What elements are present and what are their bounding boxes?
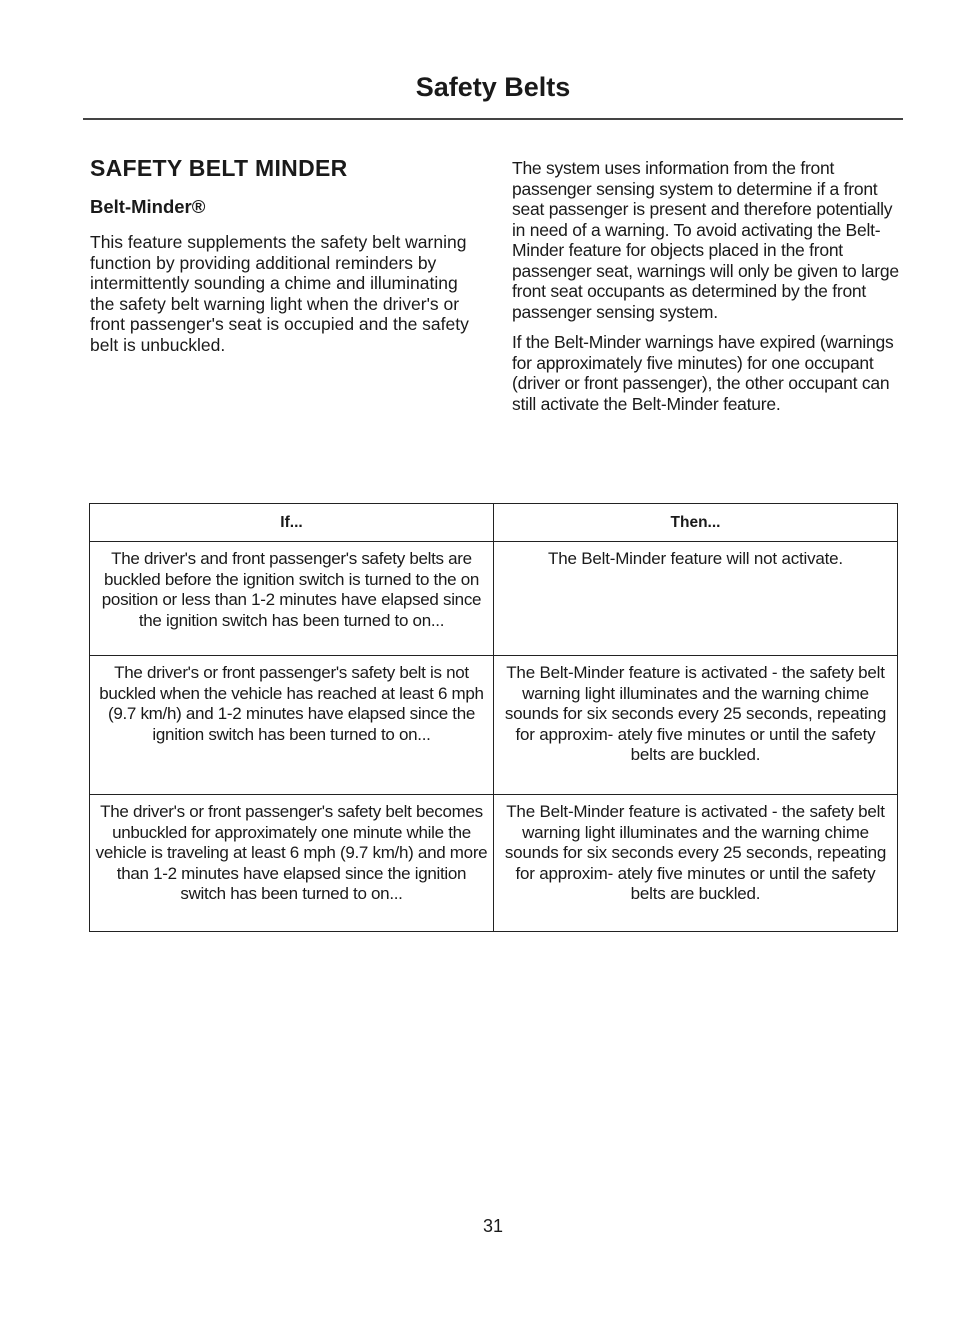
page-number: 31: [482, 1216, 504, 1236]
header-divider: [83, 118, 903, 120]
table-cell-then: The Belt-Minder feature will not activate.: [494, 542, 898, 656]
page-title: Safety Belts: [415, 72, 571, 102]
belt-minder-table: [89, 503, 898, 932]
table-row: [90, 542, 898, 656]
expiry-info-paragraph: If the Belt-Minder warnings have expired (warnings for approximately five minutes) for one occupant (driver or front passenger), the other occupant can still activate the Belt-Minder feature.: [512, 332, 894, 414]
table-header-row: [90, 504, 898, 542]
table-row: [90, 656, 898, 795]
intro-paragraph: This feature supplements the safety belt warning function by providing additional reminders by intermittently sounding a chime and illuminating the safety belt warning light when the driver's or front passenger's seat is occupied and the safety belt is unbuckled.: [90, 232, 469, 355]
table-cell-if: The driver's or front passenger's safety belt becomes unbuckled for approximately one minute while the vehicle is traveling at least 6 mph (9.7 km/h) and more than 1-2 minutes have elapsed since the ignition switch has been turned to on...: [90, 795, 494, 932]
table-cell-if: The driver's or front passenger's safety belt is not buckled when the vehicle has reached at least 6 mph (9.7 km/h) and 1-2 minutes have elapsed since the ignition switch has been turned to on...: [90, 656, 494, 795]
system-info-paragraph: The system uses information from the front passenger sensing system to determine if a front seat passenger is present and therefore potentially in need of a warning. To avoid activating the Belt-Minder feature for objects placed in the front passenger seat, warnings will only be given to large front seat occupants as determined by the front passenger sensing system.: [512, 158, 899, 322]
table-cell-then: The Belt-Minder feature is activated - the safety belt warning light illuminates and the warning chime sounds for six seconds every 25 seconds, repeating for approxim- ately five minutes or until the safety belts are buckled.: [494, 656, 898, 795]
table-cell-then: The Belt-Minder feature is activated - the safety belt warning light illuminates and the warning chime sounds for six seconds every 25 seconds, repeating for approxim- ately five minutes or until the safety belts are buckled.: [494, 795, 898, 932]
column-header-then: Then...: [494, 504, 898, 542]
section-heading: SAFETY BELT MINDER: [90, 155, 348, 181]
table-row: [90, 795, 898, 932]
table-cell-if: The driver's and front passenger's safety belts are buckled before the ignition switch is turned to the on position or less than 1-2 minutes have elapsed since the ignition switch has been turned to on...: [90, 542, 494, 656]
left-column: [90, 155, 480, 365]
sub-heading: Belt-Minder®: [90, 196, 206, 217]
column-header-if: If...: [90, 504, 494, 542]
right-column: [512, 158, 904, 424]
